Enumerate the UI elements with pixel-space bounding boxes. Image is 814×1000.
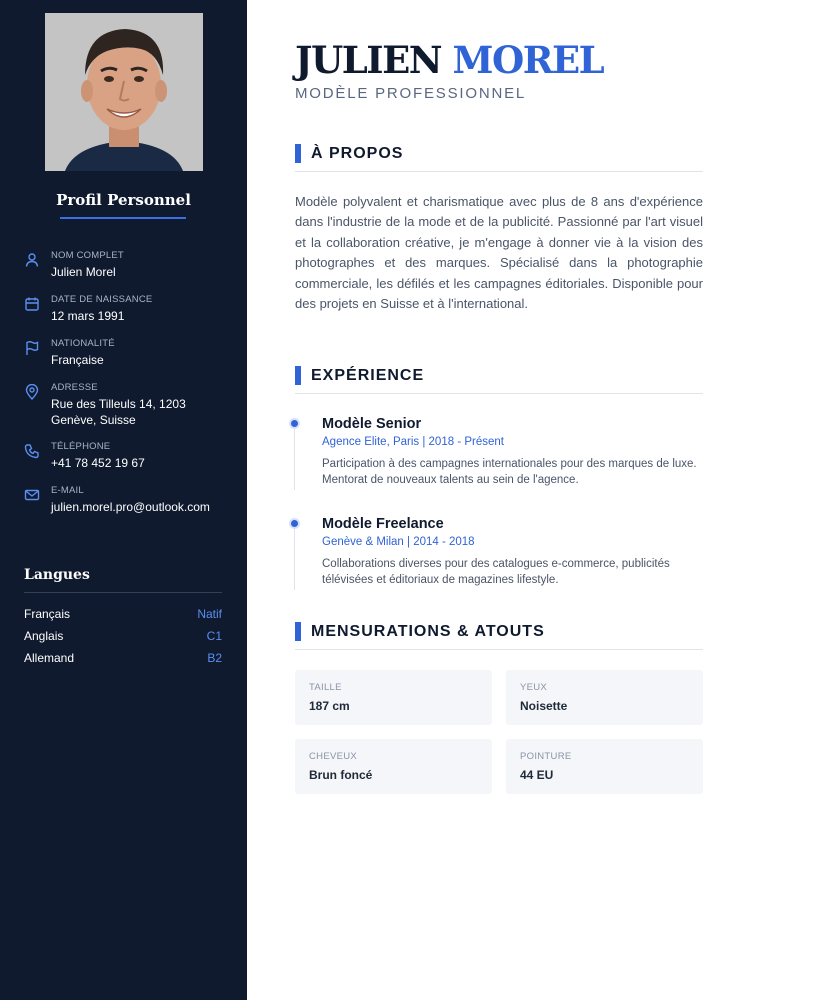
languages-divider bbox=[24, 592, 222, 593]
card-label: POINTURE bbox=[520, 751, 572, 762]
info-value-line-1: Rue des Tilleuls 14, 1203 bbox=[51, 397, 186, 411]
language-name: Allemand bbox=[24, 651, 75, 665]
card-value: 44 EU bbox=[520, 768, 554, 782]
about-text: Modèle polyvalent et charismatique avec plus de 8 ans d'expérience dans l'industrie de la mode et de la publicité. Passionné par l'art visuel et la collaboration créative, je m'engage à donner vie à la vision des photographes et des marques. Spécialisé dans la photographie commerciale, les défilés et les campagnes éditoriales. Disponible pour des projets en Suisse et à l'international. bbox=[295, 194, 703, 312]
info-item-phone bbox=[24, 441, 234, 485]
info-item-birth-date bbox=[24, 294, 234, 338]
language-row bbox=[24, 650, 222, 672]
measurement-card-shoe-size bbox=[506, 739, 703, 794]
info-value: 12 mars 1991 bbox=[51, 309, 125, 323]
card-label: CHEVEUX bbox=[309, 751, 358, 762]
card-value: Noisette bbox=[520, 699, 568, 713]
job-title: MODÈLE PROFESSIONNEL bbox=[295, 85, 527, 102]
info-value: Julien Morel bbox=[51, 265, 116, 279]
personal-info-list bbox=[24, 250, 234, 529]
mail-icon bbox=[24, 487, 40, 503]
flag-icon bbox=[24, 340, 40, 356]
experience-role: Modèle Senior bbox=[322, 416, 422, 432]
experience-item bbox=[322, 415, 707, 488]
info-value: +41 78 452 19 67 bbox=[51, 456, 145, 470]
card-label: TAILLE bbox=[309, 682, 342, 693]
timeline-dot bbox=[291, 520, 298, 527]
experience-item bbox=[322, 515, 707, 588]
info-value: Française bbox=[51, 353, 104, 367]
experience-description: Collaborations diverses pour des catalogues e-commerce, publicités télévisées et éditoriaux de magazines lifestyle. bbox=[322, 558, 670, 586]
last-name: MOREL bbox=[452, 38, 604, 82]
section-accent-bar bbox=[295, 144, 301, 163]
experience-meta: Genève & Milan | 2014 - 2018 bbox=[322, 536, 475, 548]
profile-title-underline bbox=[60, 217, 186, 219]
calendar-icon bbox=[24, 296, 40, 312]
timeline-line bbox=[294, 520, 295, 590]
info-label: NATIONALITÉ bbox=[51, 338, 115, 349]
info-label: ADRESSE bbox=[51, 382, 98, 393]
sidebar bbox=[0, 0, 247, 1000]
language-level: Natif bbox=[197, 607, 222, 621]
languages-list bbox=[24, 606, 222, 672]
section-title: EXPÉRIENCE bbox=[311, 367, 425, 384]
language-level: C1 bbox=[206, 629, 222, 643]
experience-role: Modèle Freelance bbox=[322, 516, 444, 532]
experience-description: Participation à des campagnes internationales pour des marques de luxe. Mentorat de nouveaux talents au sein de l'agence. bbox=[322, 458, 697, 486]
info-item-full-name bbox=[24, 250, 234, 294]
section-divider bbox=[295, 649, 703, 650]
profile-photo bbox=[45, 13, 203, 171]
info-label: E-MAIL bbox=[51, 485, 84, 496]
info-label: NOM COMPLET bbox=[51, 250, 124, 261]
section-title: À PROPOS bbox=[311, 145, 404, 162]
measurement-card-hair bbox=[295, 739, 492, 794]
experience-meta: Agence Elite, Paris | 2018 - Présent bbox=[322, 436, 504, 448]
language-level: B2 bbox=[207, 651, 222, 665]
first-name: JULIEN bbox=[295, 38, 442, 82]
info-value-line-2: Genève, Suisse bbox=[51, 413, 136, 427]
phone-icon bbox=[24, 443, 40, 459]
language-row bbox=[24, 606, 222, 628]
card-label: YEUX bbox=[520, 682, 548, 693]
info-label: DATE DE NAISSANCE bbox=[51, 294, 153, 305]
language-name: Français bbox=[24, 607, 71, 621]
language-name: Anglais bbox=[24, 629, 64, 643]
info-item-nationality bbox=[24, 338, 234, 382]
info-item-email bbox=[24, 485, 234, 529]
user-icon bbox=[24, 252, 40, 268]
section-title: MENSURATIONS & ATOUTS bbox=[311, 623, 545, 640]
portrait-illustration bbox=[45, 13, 203, 171]
section-divider bbox=[295, 171, 703, 172]
timeline-dot bbox=[291, 420, 298, 427]
card-value: 187 cm bbox=[309, 699, 350, 713]
map-pin-icon bbox=[24, 384, 40, 400]
section-divider bbox=[295, 393, 703, 394]
main-content bbox=[247, 0, 814, 1000]
language-row bbox=[24, 628, 222, 650]
languages-title: Langues bbox=[24, 567, 90, 583]
measurement-card-height bbox=[295, 670, 492, 725]
profile-section-title: Profil Personnel bbox=[56, 191, 191, 209]
info-value[interactable]: julien.morel.pro@outlook.com bbox=[51, 500, 210, 514]
measurement-card-eyes bbox=[506, 670, 703, 725]
card-value: Brun foncé bbox=[309, 768, 373, 782]
timeline-line bbox=[294, 420, 295, 490]
candidate-name bbox=[295, 38, 603, 82]
info-item-address bbox=[24, 382, 234, 441]
info-label: TÉLÉPHONE bbox=[51, 441, 111, 452]
section-accent-bar bbox=[295, 622, 301, 641]
section-accent-bar bbox=[295, 366, 301, 385]
